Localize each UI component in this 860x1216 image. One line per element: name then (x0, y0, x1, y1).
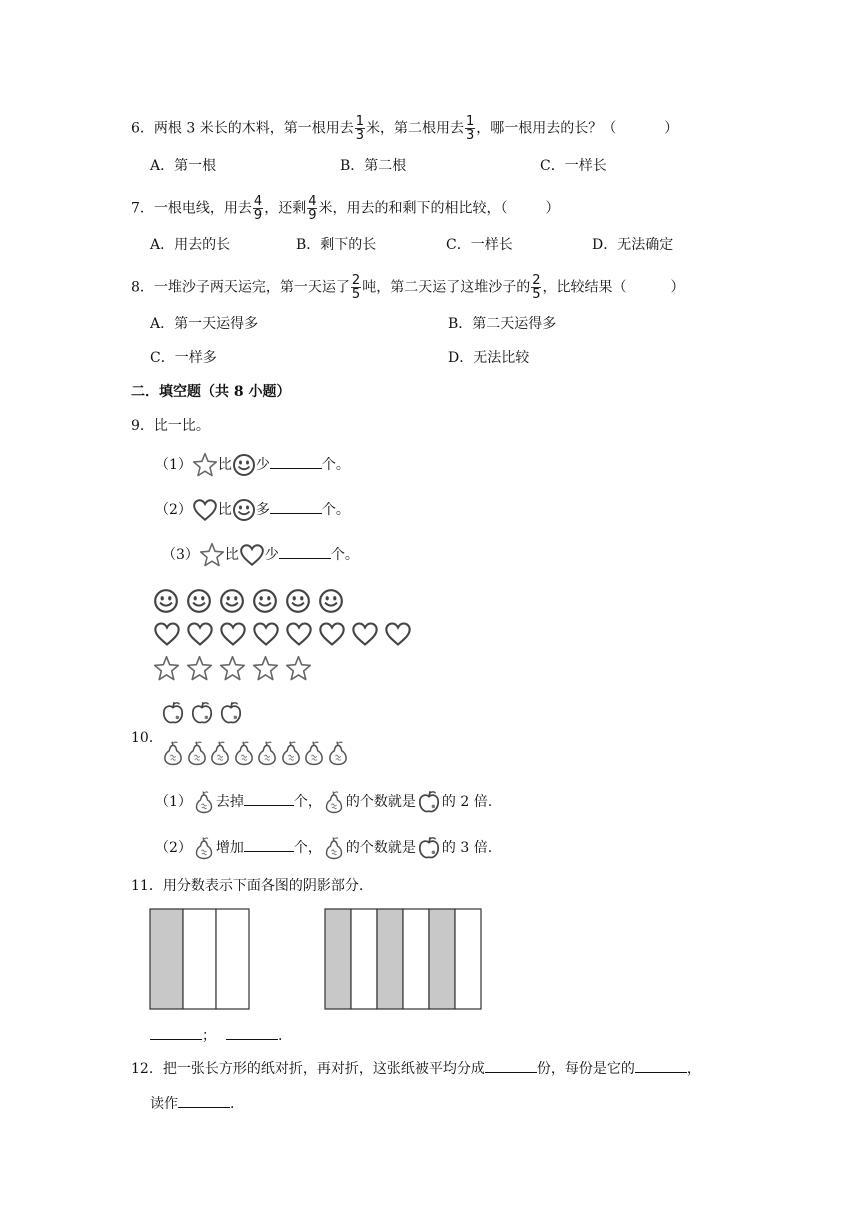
smiley-face-icon (285, 588, 311, 614)
option-c[interactable]: C．一样长 (540, 158, 607, 174)
option-d[interactable]: D．无法确定 (592, 237, 674, 253)
sub-text: 比 (217, 502, 232, 518)
heart-icon (153, 620, 181, 648)
fraction (253, 195, 263, 222)
six-part-rectangle (324, 908, 482, 1010)
option-b[interactable]: B．第二天运得多 (448, 316, 557, 332)
star-icon (199, 542, 225, 568)
shaded-part (429, 909, 455, 1009)
heart-row (153, 620, 417, 648)
apple-icon (416, 789, 442, 815)
q9-sub-1 (155, 452, 350, 478)
question-text: ） (545, 200, 560, 217)
heart-icon (351, 620, 379, 648)
answer-blank[interactable] (485, 1058, 537, 1073)
answer-blank[interactable] (270, 499, 322, 514)
pear-icon (325, 740, 351, 766)
apple-icon (416, 835, 442, 861)
numerator: 4 (253, 194, 263, 209)
plain-part (351, 909, 377, 1009)
denominator: 9 (308, 208, 317, 223)
star-row (153, 655, 318, 683)
q11-answer-line (150, 1025, 282, 1046)
numerator: 1 (355, 114, 365, 129)
sub-text: 少 (264, 547, 279, 563)
question-9-title: 9．比一比。 (131, 418, 210, 434)
answer-blank[interactable] (244, 837, 294, 852)
option-c[interactable]: C．一样多 (150, 350, 217, 366)
q10-sub-1 (155, 788, 492, 816)
pear-icon (301, 740, 327, 766)
sub-text: 的个数就是 (345, 840, 416, 856)
smiley-face-icon (232, 453, 256, 477)
question-text: 读作 (150, 1096, 178, 1112)
question-number: 6． (131, 120, 154, 137)
three-part-rectangle (149, 908, 251, 1010)
question-text: 两根 3 米长的木料，第一根用去 (153, 120, 354, 137)
heart-icon (318, 620, 346, 648)
sub-text: 多 (255, 502, 270, 518)
option-a[interactable]: A．第一根 (150, 158, 217, 174)
question-text: ） (664, 120, 679, 137)
fraction-figure-2 (324, 908, 482, 1010)
denominator: 3 (466, 128, 475, 143)
star-icon (186, 655, 213, 682)
option-d[interactable]: D．无法比较 (448, 350, 530, 366)
star-icon (252, 655, 279, 682)
question-text: 米，第二根用去 (366, 120, 465, 137)
question-text: 米，用去的和剩下的相比较，（ (318, 200, 508, 217)
heart-icon (186, 620, 214, 648)
shaded-part (325, 909, 351, 1009)
sub-label: （3） (162, 547, 199, 563)
fraction-figure-1 (149, 908, 251, 1010)
numerator: 4 (308, 194, 317, 209)
pear-icon (184, 740, 210, 766)
sub-text: 增加 (215, 840, 244, 856)
sub-text: 比 (224, 547, 239, 563)
pear-icon (254, 740, 280, 766)
question-text: 12．把一张长方形的纸对折，再对折，这张纸被平均分成 (131, 1061, 485, 1077)
fraction (307, 195, 317, 222)
pear-icon (278, 740, 304, 766)
smiley-face-icon (252, 588, 278, 614)
numerator: 2 (351, 273, 361, 288)
plain-part (216, 909, 249, 1009)
question-text: ， (686, 1061, 701, 1077)
sub-text: 个， (293, 794, 322, 810)
star-icon (285, 655, 312, 682)
answer-blank[interactable] (226, 1025, 278, 1040)
pear-icon (192, 789, 216, 815)
section-heading: 二．填空题（共 8 小题） (131, 384, 291, 400)
question-8 (131, 274, 684, 301)
denominator: 3 (355, 128, 365, 143)
option-b[interactable]: B．第二根 (340, 158, 407, 174)
question-text: . (230, 1096, 235, 1112)
pear-icon (322, 835, 346, 861)
answer-blank[interactable] (270, 454, 322, 469)
shaded-part (377, 909, 403, 1009)
heart-icon (252, 620, 280, 648)
smiley-face-icon (232, 498, 256, 522)
sub-text: 比 (217, 457, 232, 473)
apple-icon (189, 700, 215, 726)
fraction (351, 274, 361, 301)
heart-icon (219, 620, 247, 648)
star-icon (153, 655, 180, 682)
sub-label: （2） (155, 502, 192, 518)
star-icon (192, 452, 218, 478)
answer-blank[interactable] (244, 791, 294, 806)
period: . (278, 1028, 283, 1044)
pear-icon (160, 740, 186, 766)
answer-blank[interactable] (178, 1093, 230, 1108)
plain-part (403, 909, 429, 1009)
fraction (531, 274, 541, 301)
q9-sub-2 (155, 497, 350, 523)
sub-text: 的 2 倍. (441, 794, 493, 810)
fraction (355, 115, 365, 142)
answer-blank[interactable] (279, 544, 331, 559)
fraction (465, 115, 475, 142)
heart-icon (285, 620, 313, 648)
denominator: 5 (351, 287, 361, 302)
smiley-face-icon (153, 588, 179, 614)
star-icon (219, 655, 246, 682)
heart-icon (384, 620, 412, 648)
pear-icon (322, 789, 346, 815)
question-text: ） (670, 279, 685, 296)
question-text: 份，每份是它的 (536, 1061, 635, 1077)
apple-row (160, 700, 247, 728)
sub-text: 去掉 (215, 794, 244, 810)
sub-label: （1） (155, 794, 192, 810)
question-text: 一堆沙子两天运完，第一天运了 (153, 279, 350, 296)
pear-icon (207, 740, 233, 766)
plain-part (455, 909, 481, 1009)
sub-text: 个。 (330, 547, 359, 563)
sub-text: 个， (293, 840, 322, 856)
option-a[interactable]: A．用去的长 (150, 237, 231, 253)
option-b[interactable]: B．剩下的长 (296, 237, 377, 253)
question-text: 一根电线，用去 (153, 200, 252, 217)
separator: ； (202, 1028, 216, 1044)
question-number: 7． (131, 200, 154, 217)
option-c[interactable]: C．一样长 (446, 237, 513, 253)
sub-text: 个。 (321, 457, 350, 473)
sub-text: 的 3 倍. (441, 840, 493, 856)
question-7 (131, 195, 559, 222)
question-text: ，哪一根用去的长？（ (476, 120, 617, 137)
question-6 (131, 115, 678, 142)
sub-text: 个。 (321, 502, 350, 518)
q9-sub-3 (162, 542, 359, 568)
sub-text: 的个数就是 (345, 794, 416, 810)
smiley-face-icon (186, 588, 212, 614)
numerator: 1 (466, 114, 475, 129)
question-11-title: 11．用分数表示下面各图的阴影部分. (131, 878, 364, 894)
smiley-face-icon (219, 588, 245, 614)
question-number: 8． (131, 279, 154, 296)
apple-icon (218, 700, 244, 726)
smiley-face-icon (318, 588, 344, 614)
numerator: 2 (532, 273, 541, 288)
question-12-line-2 (150, 1093, 234, 1114)
apple-icon (160, 700, 186, 726)
plain-part (183, 909, 216, 1009)
question-text: ，比较结果（ (542, 279, 627, 296)
answer-blank[interactable] (635, 1058, 687, 1073)
denominator: 9 (253, 208, 263, 223)
question-text: 吨，第二天运了这堆沙子的 (362, 279, 531, 296)
option-a[interactable]: A．第一天运得多 (150, 316, 259, 332)
question-number: 10． (131, 730, 163, 746)
answer-blank[interactable] (150, 1025, 202, 1040)
q10-sub-2 (155, 834, 492, 862)
sub-label: （1） (155, 457, 192, 473)
question-text: ，还剩 (264, 200, 307, 217)
heart-icon (239, 542, 265, 568)
pear-icon (231, 740, 257, 766)
pear-icon (192, 835, 216, 861)
sub-label: （2） (155, 840, 192, 856)
sub-text: 少 (255, 457, 270, 473)
smiley-row (153, 588, 351, 616)
shaded-part (150, 909, 183, 1009)
pear-row (160, 740, 348, 770)
question-12-line-1 (131, 1058, 701, 1079)
denominator: 5 (532, 287, 541, 302)
heart-icon (192, 497, 218, 523)
